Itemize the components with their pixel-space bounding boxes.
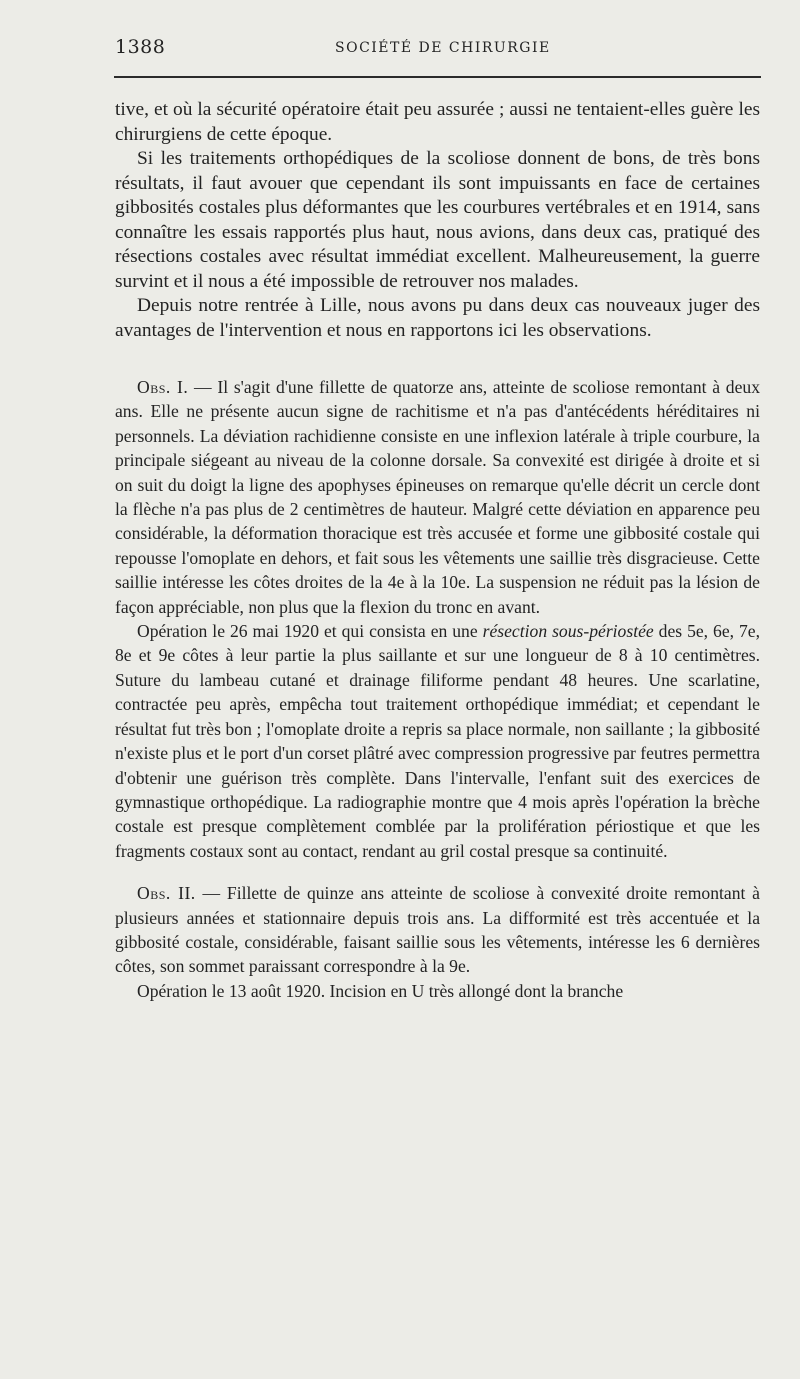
observation-1-operation-text-b: des 5e, 6e, 7e, 8e et 9e côtes à leur partie la plus saillante et sur une longueur de 8 à 10 centimètres. Suture du lambeau cutané et drainage filiforme pendant 48 heures. Une scarlatine, contractée peu après, empêcha tout traitement orthopédique immédiat; et cependant le résultat fut très bon ; l'omoplate droite a repris sa place normale, non saillante ; la gibbosité n'existe plus et le port d'un corset plâtré avec compression progressive par feutres permettra d'obtenir une guérison très complète. Dans l'intervalle, l'enfant suit des exercices de gymnastique orthopédique. La radiographie montre que 4 mois après l'opération la brèche costale est presque complètement comblée par la prolifération périostique et que les fragments costaux sont au contact, rendant au gril costal presque sa continuité. [115, 621, 760, 861]
running-title: SOCIÉTÉ DE CHIRURGIE [335, 40, 551, 56]
section-gap [115, 343, 760, 375]
observation-1-text: — Il s'agit d'une fillette de quatorze ans, atteinte de scoliose remontant à deux ans. Elle ne présente aucun signe de rachitisme et n'a pas d'antécédents héréditaires ni personnels. La déviation rachidienne consiste en une inflexion latérale à triple courbure, la principale siégeant au niveau de la colonne dorsale. Sa convexité est dirigée à droite et si on suit du doigt la ligne des apophyses épineuses on remarque qu'elle décrit un cercle dont la flèche n'a pas plus de 2 centimètres de hauteur. Malgré cette déviation en apparence peu considérable, la déformation thoracique est très accusée et forme une gibbosité costale qui repousse l'omoplate en dehors, et fait sous les vêtements une saillie très disgracieuse. Cette saillie intéresse les côtes droites de la 4e à la 10e. La suspension ne réduit pas la lésion de façon appréciable, non plus que la flexion du tronc en avant. [115, 377, 760, 617]
page-header [115, 36, 760, 64]
paragraph-orthopedic-treatments: Si les traitements orthopédiques de la scoliose donnent de bons, de très bons résultats, il faut avouer que cependant ils sont impuissants en face de certaines gibbosités costales plus déformantes que les courbures vertébrales et en 1914, sans connaître les essais rapportés plus haut, nous avions, dans deux cas, pratiqué des résections costales avec résultat immédiat excellent. Malheureusement, la guerre survint et il nous a été impossible de retrouver nos malades. [115, 148, 760, 292]
paragraph-lille-cases: Depuis notre rentrée à Lille, nous avons pu dans deux cas nouveaux juger des avantages de l'intervention et nous en rapportons ici les observations. [115, 295, 760, 341]
observation-2-operation-paragraph: Opération le 13 août 1920. Incision en U très allongé dont la branche [137, 980, 624, 1001]
body-text [115, 98, 760, 1003]
observation-1-paragraph [115, 375, 760, 619]
observation-2-label: Obs. II. [137, 883, 196, 904]
observation-2-paragraph [115, 881, 760, 979]
observation-1-operation-paragraph [115, 619, 760, 863]
page-number: 1388 [115, 36, 166, 58]
observation-1-label: Obs. I. [137, 377, 189, 397]
observation-1-operation-italic: résection sous-périostée [482, 621, 654, 642]
paragraph-continuation: tive, et où la sécurité opératoire était peu assurée ; aussi ne tentaient-elles guère les chirurgiens de cette époque. [115, 99, 760, 145]
observation-1-operation-text-a: Opération le 26 mai 1920 et qui consista en une [137, 621, 483, 642]
observation-2-text: — Fillette de quinze ans atteinte de scoliose à convexité droite remontant à plusieurs années et stationnaire depuis trois ans. La difformité est très accentuée et la gibbosité costale, considérable, faisant saillie sous les vêtements, intéresse les 6 dernières côtes, son sommet paraissant correspondre à la 9e. [115, 883, 760, 977]
header-rule [114, 76, 761, 78]
section-gap [115, 863, 760, 881]
